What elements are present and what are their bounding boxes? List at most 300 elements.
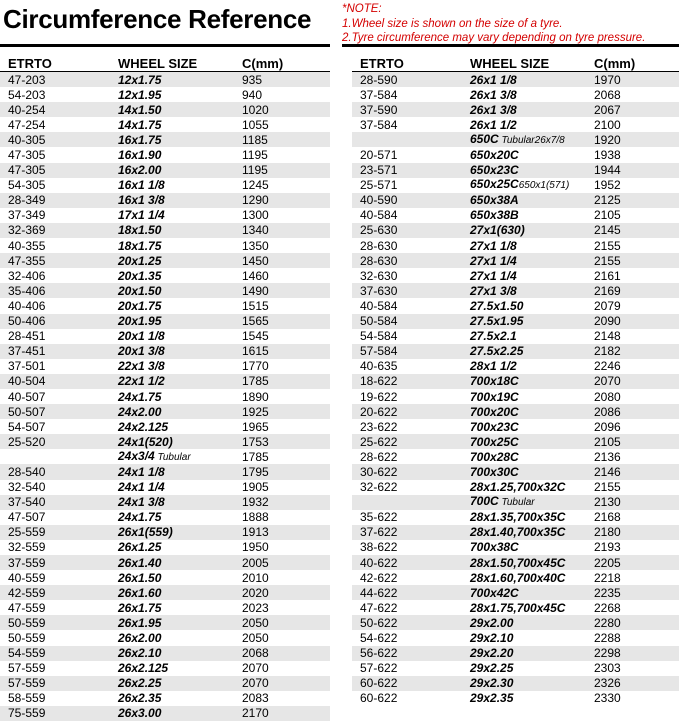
- wheel-size-cell: [118, 466, 242, 478]
- wheel-size-text: 24x1.75: [118, 510, 162, 525]
- wheel-size-cell: [470, 285, 594, 297]
- table-row: [352, 223, 679, 238]
- etrto-cell: 28-630: [360, 253, 398, 268]
- etrto-cell: 37-622: [360, 525, 398, 540]
- table-row: [0, 359, 330, 374]
- etrto-cell: 40-584: [360, 208, 398, 223]
- circumference-cell: 2010: [242, 570, 269, 585]
- table-row: [0, 464, 330, 479]
- wheel-size-cell: [470, 451, 594, 463]
- wheel-size-text: 28x1.50,700x45C: [470, 555, 566, 570]
- note-2: 2.Tyre circumference may vary depending on tyre pressure.: [342, 32, 646, 44]
- table-row: [352, 163, 679, 178]
- table-row: [352, 102, 679, 117]
- etrto-cell: 40-504: [8, 374, 46, 389]
- table-row: [0, 72, 330, 87]
- wheel-size-text: 20x1.25: [118, 253, 162, 268]
- wheel-size-text: 650C: [470, 131, 499, 146]
- table-row: [352, 495, 679, 510]
- wheel-size-text: 26x1.40: [118, 555, 162, 570]
- etrto-cell: 47-305: [8, 148, 46, 163]
- etrto-cell: 23-622: [360, 419, 398, 434]
- wheel-size-text: 700x20C: [470, 404, 519, 419]
- header-wheel-size: WHEEL SIZE: [118, 56, 198, 71]
- circumference-cell: 1925: [242, 404, 269, 419]
- wheel-size-cell: [470, 270, 594, 282]
- etrto-cell: 54-584: [360, 329, 398, 344]
- table-row: [352, 691, 679, 706]
- table-row: [352, 555, 679, 570]
- circumference-cell: 2005: [242, 555, 269, 570]
- circumference-cell: 2148: [594, 329, 621, 344]
- notes: [342, 2, 645, 46]
- wheel-size-text: 27.5x1.50: [470, 298, 524, 313]
- table-row: [0, 630, 330, 645]
- table-row: [0, 661, 330, 676]
- etrto-cell: 38-622: [360, 540, 398, 555]
- table-row: [0, 268, 330, 283]
- table-row: [0, 646, 330, 661]
- wheel-size-text: 28x1 1/2: [470, 359, 517, 374]
- wheel-size-cell: [470, 557, 594, 569]
- wheel-size-note: Tubular: [498, 497, 535, 509]
- etrto-cell: 50-406: [8, 314, 46, 329]
- etrto-cell: 37-630: [360, 283, 398, 298]
- circumference-cell: 1938: [594, 148, 621, 163]
- wheel-size-text: 24x1 3/8: [118, 495, 165, 510]
- wheel-size-cell: [118, 692, 242, 704]
- table-row: [0, 615, 330, 630]
- etrto-cell: 42-559: [8, 585, 46, 600]
- table-row: [0, 555, 330, 570]
- etrto-cell: 50-584: [360, 314, 398, 329]
- table-row: [352, 570, 679, 585]
- wheel-size-text: 28x1.60,700x40C: [470, 570, 566, 585]
- table-row: [0, 314, 330, 329]
- wheel-size-text: 24x2.125: [118, 419, 169, 434]
- wheel-size-cell: [470, 436, 594, 448]
- wheel-size-cell: [118, 677, 242, 689]
- table-row: [0, 163, 330, 178]
- table-row: [352, 434, 679, 449]
- wheel-size-cell: [470, 617, 594, 629]
- wheel-size-text: 650x38A: [470, 193, 519, 208]
- wheel-size-cell: [118, 270, 242, 282]
- circumference-cell: 2050: [242, 615, 269, 630]
- table-row: [352, 585, 679, 600]
- etrto-cell: 32-559: [8, 540, 46, 555]
- wheel-size-cell: [118, 300, 242, 312]
- wheel-size-text: 20x1.75: [118, 298, 162, 313]
- wheel-size-text: 650x20C: [470, 148, 519, 163]
- wheel-size-text: 650x25C: [470, 177, 519, 192]
- circumference-cell: 2161: [594, 268, 621, 283]
- note-1: 1.Wheel size is shown on the size of a tyre.: [342, 17, 563, 30]
- right-table: [352, 57, 679, 706]
- wheel-size-cell: [470, 421, 594, 433]
- etrto-cell: 25-630: [360, 223, 398, 238]
- etrto-cell: 50-559: [8, 631, 46, 646]
- circumference-cell: 2170: [242, 706, 269, 721]
- wheel-size-cell: [118, 557, 242, 569]
- wheel-size-cell: [118, 375, 242, 387]
- wheel-size-cell: [470, 194, 594, 206]
- circumference-cell: 2155: [594, 480, 621, 495]
- circumference-cell: 1952: [594, 178, 621, 193]
- table-row: [0, 238, 330, 253]
- table-row: [0, 344, 330, 359]
- wheel-size-cell: [118, 240, 242, 252]
- wheel-size-text: 22x1 3/8: [118, 359, 165, 374]
- table-row: [352, 268, 679, 283]
- wheel-size-text: 28x1.25,700x32C: [470, 480, 566, 495]
- wheel-size-text: 26x2.25: [118, 676, 162, 691]
- table-row: [0, 102, 330, 117]
- etrto-cell: 54-622: [360, 631, 398, 646]
- circumference-cell: 2090: [594, 314, 621, 329]
- circumference-cell: 1545: [242, 329, 269, 344]
- wheel-size-text: 18x1.75: [118, 238, 162, 253]
- wheel-size-text: 700x25C: [470, 434, 519, 449]
- table-row: [0, 117, 330, 132]
- wheel-size-text: 24x1.75: [118, 389, 162, 404]
- wheel-size-text: 20x1.95: [118, 314, 162, 329]
- wheel-size-text: 26x1 1/2: [470, 117, 517, 132]
- table-row: [352, 630, 679, 645]
- etrto-cell: 40-254: [8, 102, 46, 117]
- wheel-size-text: 27.5x1.95: [470, 314, 524, 329]
- etrto-cell: 44-622: [360, 585, 398, 600]
- etrto-cell: 35-406: [8, 283, 46, 298]
- wheel-size-cell: [118, 89, 242, 101]
- wheel-size-note: Tubular: [154, 451, 191, 463]
- circumference-cell: 2080: [594, 389, 621, 404]
- etrto-cell: 60-622: [360, 676, 398, 691]
- circumference-cell: 1515: [242, 298, 269, 313]
- table-row: [352, 208, 679, 223]
- circumference-cell: 2070: [242, 676, 269, 691]
- wheel-size-cell: [470, 315, 594, 327]
- circumference-cell: 1920: [594, 132, 621, 147]
- etrto-cell: 47-559: [8, 600, 46, 615]
- wheel-size-cell: [118, 179, 242, 191]
- etrto-cell: 28-630: [360, 238, 398, 253]
- wheel-size-cell: [470, 178, 594, 192]
- table-row: [0, 147, 330, 162]
- wheel-size-text: 29x2.10: [470, 631, 514, 646]
- circumference-cell: 2280: [594, 615, 621, 630]
- wheel-size-cell: [470, 526, 594, 538]
- circumference-cell: 2298: [594, 646, 621, 661]
- wheel-size-cell: [118, 149, 242, 161]
- wheel-size-cell: [470, 164, 594, 176]
- etrto-cell: 19-622: [360, 389, 398, 404]
- wheel-size-cell: [470, 119, 594, 131]
- etrto-cell: 75-559: [8, 706, 46, 721]
- wheel-size-cell: [470, 133, 594, 147]
- circumference-cell: 1450: [242, 253, 269, 268]
- circumference-cell: 1490: [242, 283, 269, 298]
- circumference-cell: 1970: [594, 72, 621, 87]
- table-row: [0, 676, 330, 691]
- wheel-size-note: 650x1(571): [518, 180, 570, 192]
- wheel-size-cell: [470, 406, 594, 418]
- table-row: [352, 238, 679, 253]
- table-row: [0, 480, 330, 495]
- circumference-cell: 1770: [242, 359, 269, 374]
- etrto-cell: 32-369: [8, 223, 46, 238]
- circumference-cell: 1932: [242, 495, 269, 510]
- etrto-cell: 37-501: [8, 359, 46, 374]
- table-row: [0, 540, 330, 555]
- etrto-cell: 20-622: [360, 404, 398, 419]
- table-row: [0, 132, 330, 147]
- header-wheel-size: WHEEL SIZE: [470, 56, 550, 71]
- wheel-size-text: 29x2.20: [470, 646, 514, 661]
- table-row: [352, 117, 679, 132]
- header-circumference: C(mm): [242, 56, 284, 71]
- table-row: [352, 359, 679, 374]
- right-table-header: [352, 57, 679, 72]
- etrto-cell: 37-584: [360, 87, 398, 102]
- circumference-cell: 1905: [242, 480, 269, 495]
- etrto-cell: 40-355: [8, 238, 46, 253]
- title-rule-right: [342, 44, 679, 47]
- wheel-size-text: 27x1 1/4: [470, 268, 517, 283]
- etrto-cell: 28-349: [8, 193, 46, 208]
- title-rule-left: [0, 44, 330, 47]
- table-row: [352, 389, 679, 404]
- table-row: [352, 253, 679, 268]
- wheel-size-text: 26x2.00: [118, 631, 162, 646]
- circumference-cell: 2155: [594, 253, 621, 268]
- wheel-size-cell: [118, 436, 242, 448]
- wheel-size-text: 29x2.00: [470, 615, 514, 630]
- wheel-size-cell: [470, 224, 594, 236]
- wheel-size-cell: [118, 511, 242, 523]
- table-row: [0, 374, 330, 389]
- wheel-size-text: 29x2.35: [470, 691, 514, 706]
- table-row: [352, 193, 679, 208]
- circumference-cell: 1195: [242, 163, 268, 178]
- table-row: [0, 208, 330, 223]
- table-row: [352, 404, 679, 419]
- wheel-size-cell: [470, 149, 594, 161]
- wheel-size-text: 28x1.40,700x35C: [470, 525, 566, 540]
- circumference-cell: 2086: [594, 404, 621, 419]
- etrto-cell: 57-584: [360, 344, 398, 359]
- wheel-size-cell: [470, 602, 594, 614]
- etrto-cell: 42-622: [360, 570, 398, 585]
- wheel-size-text: 650x38B: [470, 208, 519, 223]
- table-row: [0, 525, 330, 540]
- wheel-size-text: 26x1.60: [118, 585, 162, 600]
- wheel-size-text: 27x1 3/8: [470, 283, 517, 298]
- circumference-cell: 1460: [242, 268, 269, 283]
- circumference-cell: 2182: [594, 344, 621, 359]
- wheel-size-text: 700x30C: [470, 464, 519, 479]
- wheel-size-cell: [470, 104, 594, 116]
- wheel-size-cell: [470, 300, 594, 312]
- wheel-size-text: 27x1(630): [470, 223, 525, 238]
- circumference-cell: 2155: [594, 238, 621, 253]
- wheel-size-cell: [118, 707, 242, 719]
- wheel-size-text: 26x2.10: [118, 646, 162, 661]
- wheel-size-cell: [118, 255, 242, 267]
- wheel-size-cell: [118, 526, 242, 538]
- table-row: [352, 510, 679, 525]
- table-row: [352, 329, 679, 344]
- wheel-size-text: 20x1 3/8: [118, 344, 165, 359]
- table-row: [0, 419, 330, 434]
- circumference-cell: 2168: [594, 510, 621, 525]
- table-row: [0, 193, 330, 208]
- table-row: [352, 147, 679, 162]
- wheel-size-text: 22x1 1/2: [118, 374, 165, 389]
- wheel-size-cell: [470, 240, 594, 252]
- wheel-size-cell: [118, 587, 242, 599]
- wheel-size-text: 26x2.125: [118, 661, 169, 676]
- wheel-size-text: 700x23C: [470, 419, 519, 434]
- table-row: [352, 449, 679, 464]
- wheel-size-text: 20x1.35: [118, 268, 162, 283]
- table-row: [352, 600, 679, 615]
- wheel-size-cell: [118, 602, 242, 614]
- etrto-cell: 32-406: [8, 268, 46, 283]
- table-row: [352, 374, 679, 389]
- circumference-cell: 2180: [594, 525, 621, 540]
- circumference-cell: 1300: [242, 208, 269, 223]
- circumference-cell: 2235: [594, 585, 621, 600]
- etrto-cell: 28-590: [360, 72, 398, 87]
- wheel-size-text: 26x1.25: [118, 540, 162, 555]
- table-row: [0, 495, 330, 510]
- table-row: [0, 585, 330, 600]
- wheel-size-text: 26x1.95: [118, 615, 162, 630]
- wheel-size-cell: [118, 285, 242, 297]
- table-row: [0, 600, 330, 615]
- wheel-size-cell: [118, 632, 242, 644]
- wheel-size-text: 14x1.75: [118, 117, 162, 132]
- wheel-size-text: 12x1.75: [118, 72, 162, 87]
- table-row: [0, 223, 330, 238]
- circumference-cell: 2067: [594, 102, 621, 117]
- circumference-cell: 2246: [594, 359, 621, 374]
- circumference-cell: 2068: [242, 646, 269, 661]
- etrto-cell: 47-254: [8, 117, 46, 132]
- etrto-cell: 58-559: [8, 691, 46, 706]
- wheel-size-text: 16x2.00: [118, 163, 162, 178]
- etrto-cell: 40-406: [8, 298, 46, 313]
- etrto-cell: 47-507: [8, 510, 46, 525]
- wheel-size-text: 26x1.50: [118, 570, 162, 585]
- etrto-cell: 50-507: [8, 404, 46, 419]
- wheel-size-cell: [470, 647, 594, 659]
- etrto-cell: 40-559: [8, 570, 46, 585]
- circumference-cell: 2050: [242, 631, 269, 646]
- wheel-size-cell: [470, 677, 594, 689]
- wheel-size-cell: [470, 360, 594, 372]
- circumference-cell: 940: [242, 87, 263, 102]
- circumference-cell: 1350: [242, 238, 269, 253]
- etrto-cell: 54-305: [8, 178, 46, 193]
- wheel-size-text: 18x1.50: [118, 223, 162, 238]
- table-row: [352, 615, 679, 630]
- wheel-size-text: 26x1 1/8: [470, 72, 517, 87]
- etrto-cell: 54-559: [8, 646, 46, 661]
- etrto-cell: 37-584: [360, 117, 398, 132]
- header-etrto: ETRTO: [8, 56, 52, 71]
- table-row: [0, 253, 330, 268]
- wheel-size-text: 700x18C: [470, 374, 519, 389]
- etrto-cell: 25-571: [360, 178, 398, 193]
- wheel-size-text: 17x1 1/4: [118, 208, 165, 223]
- wheel-size-text: 16x1.75: [118, 132, 162, 147]
- etrto-cell: 25-520: [8, 434, 46, 449]
- wheel-size-cell: [470, 345, 594, 357]
- wheel-size-cell: [470, 209, 594, 221]
- wheel-size-note: Tubular26x7/8: [498, 134, 565, 146]
- wheel-size-text: 27.5x2.25: [470, 344, 524, 359]
- table-row: [0, 283, 330, 298]
- etrto-cell: 40-635: [360, 359, 398, 374]
- wheel-size-text: 26x1.75: [118, 600, 162, 615]
- wheel-size-text: 29x2.25: [470, 661, 514, 676]
- circumference-cell: 2020: [242, 585, 269, 600]
- wheel-size-cell: [470, 692, 594, 704]
- circumference-cell: 1913: [242, 525, 269, 540]
- etrto-cell: 35-622: [360, 510, 398, 525]
- etrto-cell: 28-622: [360, 449, 398, 464]
- wheel-size-cell: [118, 104, 242, 116]
- wheel-size-text: 12x1.95: [118, 87, 162, 102]
- wheel-size-cell: [118, 315, 242, 327]
- wheel-size-text: 26x3.00: [118, 706, 162, 721]
- wheel-size-cell: [470, 587, 594, 599]
- etrto-cell: 40-590: [360, 193, 398, 208]
- wheel-size-cell: [118, 450, 242, 464]
- table-row: [0, 87, 330, 102]
- circumference-cell: 2288: [594, 631, 621, 646]
- circumference-cell: 1965: [242, 419, 269, 434]
- etrto-cell: 37-559: [8, 555, 46, 570]
- header-circumference: C(mm): [594, 56, 636, 71]
- table-row: [0, 434, 330, 449]
- circumference-cell: 1888: [242, 510, 269, 525]
- table-row: [352, 283, 679, 298]
- table-row: [0, 706, 330, 721]
- etrto-cell: 28-540: [8, 464, 46, 479]
- table-row: [352, 314, 679, 329]
- table-row: [352, 676, 679, 691]
- wheel-size-text: 650x23C: [470, 163, 519, 178]
- circumference-cell: 2070: [594, 374, 621, 389]
- wheel-size-cell: [118, 74, 242, 86]
- circumference-cell: 2169: [594, 283, 621, 298]
- wheel-size-cell: [470, 466, 594, 478]
- etrto-cell: 18-622: [360, 374, 398, 389]
- etrto-cell: 47-305: [8, 163, 46, 178]
- etrto-cell: 47-355: [8, 253, 46, 268]
- etrto-cell: 32-630: [360, 268, 398, 283]
- circumference-cell: 2303: [594, 661, 621, 676]
- table-row: [0, 178, 330, 193]
- circumference-cell: 2105: [594, 208, 621, 223]
- table-row: [352, 72, 679, 87]
- circumference-cell: 2193: [594, 540, 621, 555]
- wheel-size-cell: [470, 481, 594, 493]
- wheel-size-cell: [470, 375, 594, 387]
